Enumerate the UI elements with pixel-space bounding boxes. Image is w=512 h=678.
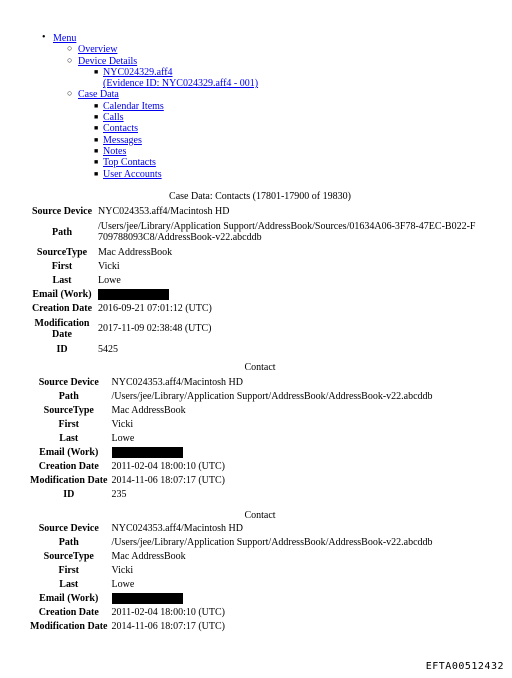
bullet-square-icon: ■ — [94, 169, 99, 178]
notes-link[interactable]: Notes — [103, 145, 127, 157]
menu-item-calendar-items — [40, 101, 258, 112]
field-label: SourceType — [43, 550, 94, 562]
field-label: Last — [59, 578, 79, 590]
table-row — [30, 535, 433, 549]
table-row — [30, 342, 478, 356]
menu-item-user-accounts — [40, 169, 258, 180]
redaction-box — [112, 593, 183, 604]
calls-link[interactable]: Calls — [103, 112, 124, 124]
table-row — [30, 487, 433, 501]
field-label-line: Modification — [34, 317, 90, 329]
messages-link[interactable]: Messages — [103, 134, 142, 146]
menu-item-contacts — [40, 123, 258, 134]
field-label: Last — [59, 432, 79, 444]
bates-number: EFTA00512432 — [425, 661, 504, 672]
field-label: ID — [56, 343, 68, 355]
table-row — [30, 301, 478, 315]
table-row — [30, 403, 433, 417]
contact-record — [30, 191, 490, 356]
field-label: Email (Work) — [32, 288, 92, 300]
field-value: NYC024353.aff4/Macintosh HD — [111, 376, 243, 388]
contacts-link[interactable]: Contacts — [103, 123, 138, 135]
field-label: Source Device — [38, 376, 99, 388]
field-label: SourceType — [36, 246, 88, 258]
contact-table — [30, 375, 433, 501]
evidence-id-link[interactable]: (Evidence ID: NYC024329.aff4 - 001) — [103, 78, 259, 90]
bullet-circle-icon: ○ — [67, 54, 73, 65]
contact-table — [30, 204, 478, 356]
table-row — [30, 245, 478, 259]
field-value: /Users/jee/Library/Application Support/AddressBook/AddressBook-v22.abcddb — [111, 536, 433, 548]
field-label: Modification Date — [30, 474, 108, 486]
field-value: 2011-02-04 18:00:10 (UTC) — [111, 460, 226, 472]
field-label: Modification Date — [30, 620, 108, 632]
field-value: Lowe — [111, 432, 135, 444]
menu-item-case-data — [40, 89, 258, 100]
field-value: /Users/jee/Library/Application Support/AddressBook/AddressBook-v22.abcddb — [111, 390, 433, 402]
table-row — [30, 417, 433, 431]
table-row — [30, 219, 478, 245]
field-value: Vicki — [111, 564, 134, 576]
user-accounts-link[interactable]: User Accounts — [103, 168, 162, 180]
bullet-square-icon: ■ — [94, 135, 99, 144]
field-label: Path — [58, 390, 79, 402]
field-value: Mac AddressBook — [111, 550, 186, 562]
table-row — [30, 431, 433, 445]
field-label: First — [58, 418, 80, 430]
contact-table — [30, 521, 433, 633]
bullet-square-icon: ■ — [94, 67, 99, 76]
table-row — [30, 577, 433, 591]
section-caption: Contact — [244, 362, 276, 373]
table-row — [30, 459, 433, 473]
menu-item-overview — [40, 44, 258, 55]
table-row — [30, 563, 433, 577]
bullet-square-icon: ■ — [94, 101, 99, 110]
field-value: 2011-02-04 18:00:10 (UTC) — [111, 606, 226, 618]
bullet-circle-icon: ○ — [67, 88, 73, 99]
case-data-link[interactable]: Case Data — [78, 89, 119, 101]
field-label: First — [51, 260, 73, 272]
field-label: Creation Date — [38, 606, 99, 618]
table-row — [30, 445, 433, 459]
device-link[interactable]: NYC024329.aff4 — [103, 66, 173, 78]
field-label: SourceType — [43, 404, 94, 416]
field-value: 2014-11-06 18:07:17 (UTC) — [111, 620, 226, 632]
table-row — [30, 375, 433, 389]
menu-item-messages — [40, 135, 258, 146]
section-caption: Contact — [244, 510, 276, 521]
table-row — [30, 521, 433, 535]
field-label: First — [58, 564, 80, 576]
redaction-box — [98, 289, 169, 300]
table-row — [30, 204, 478, 219]
field-value: NYC024353.aff4/Macintosh HD — [98, 206, 230, 217]
field-label: ID — [63, 488, 75, 500]
redaction-box — [112, 447, 183, 458]
table-row — [30, 473, 433, 487]
table-row — [30, 287, 478, 301]
field-label: Email (Work) — [39, 446, 99, 458]
field-label — [30, 315, 98, 342]
bullet-square-icon: ■ — [94, 146, 99, 155]
field-label-line: Date — [52, 328, 72, 340]
table-row — [30, 389, 433, 403]
bullet-disc-icon: • — [42, 32, 46, 43]
table-row — [30, 549, 433, 563]
field-value: Vicki — [111, 418, 134, 430]
menu-item-notes — [40, 146, 258, 157]
menu-item-evidence-id — [40, 78, 258, 89]
bullet-square-icon: ■ — [94, 113, 99, 122]
field-label: Source Device — [31, 206, 93, 217]
field-label: Path — [58, 536, 79, 548]
table-row — [30, 605, 433, 619]
menu-item-calls — [40, 112, 258, 123]
bullet-circle-icon: ○ — [67, 43, 73, 54]
field-value: 235 — [111, 488, 127, 500]
table-row — [30, 591, 433, 605]
field-value: NYC024353.aff4/Macintosh HD — [111, 522, 243, 534]
field-value: 2014-11-06 18:07:17 (UTC) — [111, 474, 226, 486]
menu-item — [40, 33, 258, 44]
menu-item-device — [40, 67, 258, 78]
bullet-square-icon: ■ — [94, 158, 99, 167]
field-label: Path — [52, 226, 72, 238]
menu-item-top-contacts — [40, 157, 258, 168]
table-row — [30, 273, 478, 287]
field-value: 2017-11-09 02:38:48 (UTC) — [98, 323, 212, 334]
field-label: Source Device — [38, 522, 99, 534]
field-value: Lowe — [111, 578, 135, 590]
device-details-link[interactable]: Device Details — [78, 55, 138, 67]
table-row — [30, 259, 478, 273]
field-label: Email (Work) — [39, 592, 99, 604]
field-value: 2016-09-21 07:01:12 (UTC) — [98, 302, 212, 314]
menu-item-device-details — [40, 56, 258, 67]
calendar-items-link[interactable]: Calendar Items — [103, 100, 164, 112]
nav-menu — [40, 33, 258, 180]
field-label: Creation Date — [38, 460, 99, 472]
table-row — [30, 315, 478, 342]
top-contacts-link[interactable]: Top Contacts — [103, 157, 156, 169]
field-value: Mac AddressBook — [98, 246, 173, 258]
bullet-square-icon: ■ — [94, 124, 99, 133]
table-row — [30, 619, 433, 633]
field-value: /Users/jee/Library/Application Support/AddressBook/Sources/01634A06-3F78-47EC-B022-F709788093C8/AddressBook-v22.abcddb — [98, 221, 476, 243]
field-label: Creation Date — [31, 302, 93, 314]
section-caption: Case Data: Contacts (17801-17900 of 19830) — [169, 191, 351, 202]
field-value: Mac AddressBook — [111, 404, 186, 416]
field-value: Vicki — [98, 260, 120, 272]
field-value: 5425 — [98, 343, 118, 355]
field-label: Last — [52, 274, 72, 286]
field-value: Lowe — [98, 274, 121, 286]
overview-link[interactable]: Overview — [78, 44, 118, 56]
menu-link[interactable]: Menu — [53, 33, 77, 44]
